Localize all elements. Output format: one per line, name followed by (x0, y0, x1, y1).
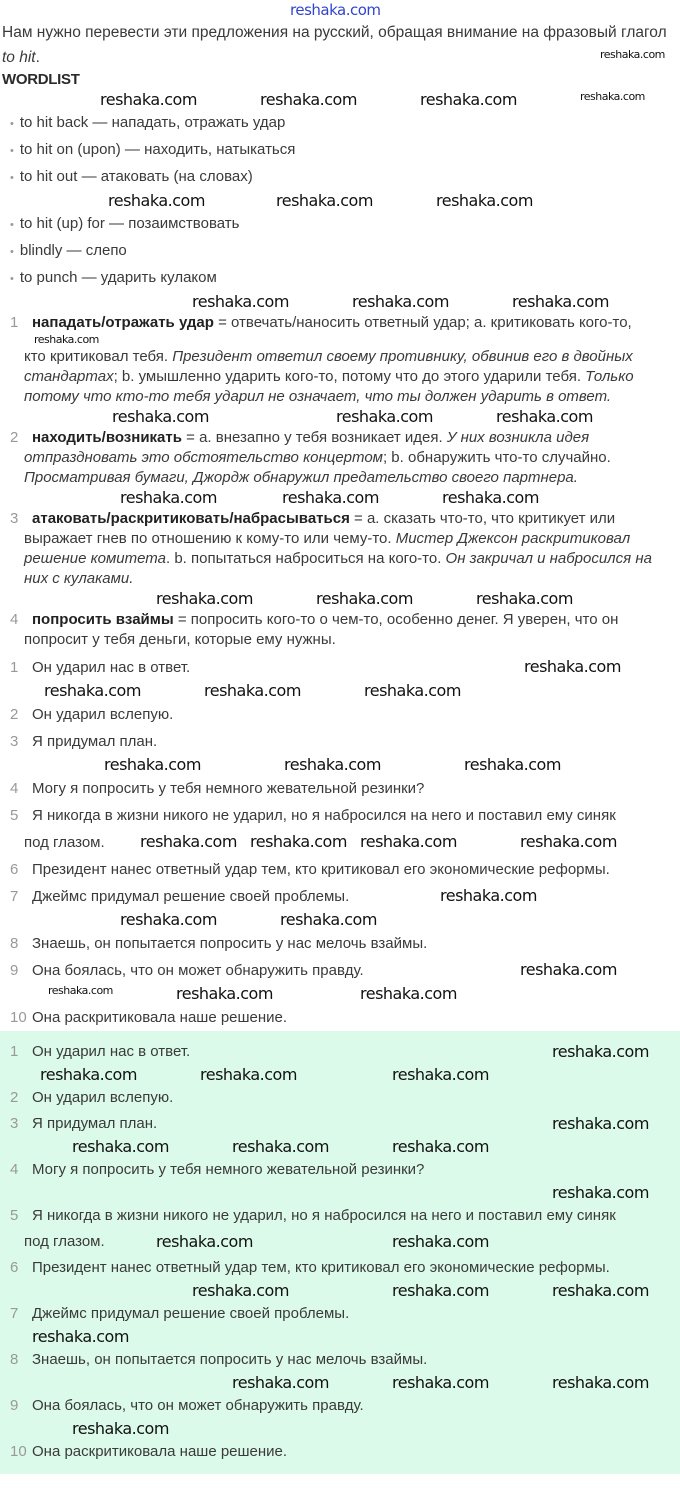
definition-text: кто критиковал тебя. (24, 348, 173, 365)
definition-text: попросит у тебя деньги, которые ему нужны. (24, 631, 336, 648)
sentence-text: Знаешь, он попытается попросить у нас мелочь взаймы. (32, 935, 428, 952)
watermark: reshaka.com (100, 90, 197, 109)
wordlist-item (10, 238, 680, 265)
sentence-text: Он ударил вслепую. (32, 1089, 174, 1106)
watermark-row (0, 1419, 680, 1439)
task-sentence (0, 930, 680, 957)
watermark: reshaka.com (392, 1281, 489, 1300)
watermark-row (0, 407, 680, 427)
bullet-icon: • (10, 246, 14, 258)
sentence-text: Президент нанес ответный удар тем, кто критиковал его экономические реформы. (32, 1259, 610, 1276)
item-number: 3 (10, 510, 19, 527)
watermark: reshaka.com (140, 832, 237, 851)
task-sentence (0, 654, 680, 681)
watermark: reshaka.com (580, 90, 645, 103)
item-number: 5 (10, 1207, 19, 1224)
intro-end: . (35, 49, 40, 66)
watermark: reshaka.com (280, 910, 377, 929)
answer-sentence (0, 1157, 680, 1183)
answer-sentence (0, 1439, 680, 1465)
watermark: reshaka.com (192, 1281, 289, 1300)
watermark: reshaka.com (112, 407, 209, 426)
watermark: reshaka.com (360, 984, 457, 1003)
definition-first-line (10, 609, 676, 630)
sentence-text: под глазом. (24, 1233, 105, 1250)
definition-text: = a. внезапно у тебя возникает идея. (181, 429, 447, 446)
task-section (0, 650, 680, 1031)
definition-item (0, 427, 676, 488)
watermark: reshaka.com (120, 488, 217, 507)
item-number: 2 (10, 706, 19, 723)
watermark: reshaka.com (360, 832, 457, 851)
item-number: 8 (10, 1351, 19, 1368)
definition-term: нападать/отражать удар (32, 314, 214, 331)
definition-item (0, 508, 676, 589)
item-number: 1 (10, 1043, 19, 1060)
task-sentence (0, 775, 680, 802)
answer-sentence (0, 1393, 680, 1419)
watermark: reshaka.com (552, 1183, 649, 1202)
intro-body: Нам нужно перевести эти предложения на русский, обращая внимание на фразовый глагол (2, 24, 667, 41)
definition-example: Мистер Джексон раскритиковал решение комитета (24, 530, 631, 567)
sentence-text: Он ударил вслепую. (32, 706, 174, 723)
definition-text: = попросить кого-то о чем-то, особенно денег. Я уверен, что он (173, 611, 619, 628)
wordlist (0, 110, 680, 191)
task-sentence (0, 957, 680, 984)
watermark: reshaka.com (40, 1065, 137, 1084)
watermark: reshaka.com (104, 755, 201, 774)
item-number: 4 (10, 611, 19, 628)
watermark: reshaka.com (464, 755, 561, 774)
sentence-text: Могу я попросить у тебя немного жевательной резинки? (32, 780, 425, 797)
sentence-text: Он ударил нас в ответ. (32, 659, 191, 676)
watermark: reshaka.com (476, 589, 573, 608)
watermark-row (0, 191, 680, 211)
answer-sentence (0, 1111, 680, 1137)
sentence-continuation (10, 1229, 680, 1255)
watermark: reshaka.com (600, 48, 665, 61)
answer-sentence (0, 1347, 680, 1373)
watermark: reshaka.com (392, 1232, 489, 1251)
item-number: 10 (10, 1443, 27, 1460)
watermark: reshaka.com (48, 984, 113, 997)
watermark: reshaka.com (284, 755, 381, 774)
watermark: reshaka.com (392, 1065, 489, 1084)
watermark: reshaka.com (192, 292, 289, 311)
definition-text: выражает гнев по отношению к кому-то или чему-то. (24, 530, 396, 547)
answer-sentence (0, 1085, 680, 1111)
watermark-row (10, 333, 676, 347)
watermark: reshaka.com (392, 1137, 489, 1156)
intro-verb: to hit (2, 49, 36, 66)
sentence-text: Я придумал план. (32, 1115, 158, 1132)
watermark: reshaka.com (336, 407, 433, 426)
wordlist-title: WORDLIST (2, 71, 80, 88)
definition-first-line (10, 508, 676, 529)
definition-first-line (10, 312, 676, 333)
watermark: reshaka.com (32, 1327, 129, 1346)
definition-term: попросить взаймы (32, 611, 174, 628)
watermark: reshaka.com (120, 910, 217, 929)
watermark: reshaka.com (436, 191, 533, 210)
item-number: 8 (10, 935, 19, 952)
wordlist-text: to hit back — нападать, отражать удар (19, 114, 286, 131)
bullet-icon: • (10, 118, 14, 130)
watermark: reshaka.com (250, 832, 347, 851)
watermark: reshaka.com (282, 488, 379, 507)
wordlist-text: to hit out — атаковать (на словах) (19, 168, 253, 185)
sentence-text: Она боялась, что он может обнаружить правду. (32, 962, 364, 979)
item-number: 9 (10, 1397, 19, 1414)
definition-example: отпраздновать это обстоятельство концертом (24, 449, 383, 466)
item-number: 6 (10, 1259, 19, 1276)
watermark: reshaka.com (276, 191, 373, 210)
wordlist-item (10, 265, 680, 292)
watermark: reshaka.com (156, 589, 253, 608)
watermark-row (0, 1327, 680, 1347)
sentence-text: Знаешь, он попытается попросить у нас мелочь взаймы. (32, 1351, 428, 1368)
definition-term: находить/возникать (32, 429, 182, 446)
sentence-text: Она боялась, что он может обнаружить правду. (32, 1397, 364, 1414)
watermark: reshaka.com (420, 90, 517, 109)
wordlist-item (10, 211, 680, 238)
definition-term: атаковать/раскритиковать/набрасываться (32, 510, 350, 527)
watermark: reshaka.com (232, 1137, 329, 1156)
bullet-icon: • (10, 172, 14, 184)
task-sentence (0, 701, 680, 728)
watermark: reshaka.com (524, 657, 621, 676)
definition-example: Он закричал и набросился на них с кулаками. (24, 550, 652, 587)
definition-example: Только потому что кто-то тебя ударил не означает, что ты должен ударить в ответ. (24, 368, 634, 405)
watermark-row (0, 488, 680, 508)
watermark: reshaka.com (352, 292, 449, 311)
item-number: 5 (10, 807, 19, 824)
sentence-text: под глазом. (24, 834, 105, 851)
watermark-row (0, 0, 680, 20)
watermark: reshaka.com (552, 1373, 649, 1392)
definition-example: У них возникла идея (446, 429, 590, 446)
item-number: 10 (10, 1009, 27, 1026)
watermark-row (0, 1183, 680, 1203)
watermark: reshaka.com (72, 1137, 169, 1156)
answer-sentence (0, 1301, 680, 1327)
sentence-continuation (10, 829, 680, 856)
bullet-icon: • (10, 145, 14, 157)
bullet-icon: • (10, 219, 14, 231)
watermark: reshaka.com (44, 681, 141, 700)
sentence-text: Джеймс придумал решение своей проблемы. (32, 1305, 350, 1322)
watermark: reshaka.com (176, 984, 273, 1003)
sentence-text: Он ударил нас в ответ. (32, 1043, 191, 1060)
answer-section (0, 1031, 680, 1474)
definition-item (0, 609, 676, 650)
item-number: 2 (10, 1089, 19, 1106)
watermark: reshaka.com (34, 333, 99, 346)
wordlist-text: to punch — ударить кулаком (19, 269, 217, 286)
watermark: reshaka.com (520, 832, 617, 851)
item-number: 3 (10, 1115, 19, 1132)
watermark: reshaka.com (200, 1065, 297, 1084)
watermark-row (0, 292, 680, 312)
definition-rest (10, 529, 676, 589)
item-number: 9 (10, 962, 19, 979)
definition-rest (10, 347, 676, 407)
watermark: reshaka.com (364, 681, 461, 700)
definition-example: Просматривая бумаги, Джордж обнаружил предательство своего партнера. (24, 469, 578, 486)
watermark: reshaka.com (442, 488, 539, 507)
wordlist-item (10, 110, 680, 137)
item-number: 1 (10, 314, 19, 331)
wordlist-item (10, 137, 680, 164)
watermark: reshaka.com (520, 960, 617, 979)
sentence-text: Я никогда в жизни никого не ударил, но я набросился на него и поставил ему синяк (32, 807, 616, 824)
definition-example: Президент ответил своему противнику, обвинив его в двойных стандартах (24, 348, 633, 385)
watermark: reshaka.com (552, 1114, 649, 1133)
definition-item (0, 312, 676, 407)
watermark: reshaka.com (156, 1232, 253, 1251)
watermark: reshaka.com (552, 1281, 649, 1300)
definition-text: = отвечать/наносить ответный удар; a. критиковать кого-то, (213, 314, 632, 331)
watermark-row (0, 984, 680, 1004)
task-sentence (0, 728, 680, 755)
definition-text: ; b. обнаружить что-то случайно. (382, 449, 611, 466)
watermark: reshaka.com (440, 886, 537, 905)
task-sentence (0, 883, 680, 910)
sentence-text: Джеймс придумал решение своей проблемы. (32, 888, 350, 905)
intro-text (0, 20, 678, 70)
item-number: 4 (10, 780, 19, 797)
item-number: 6 (10, 861, 19, 878)
wordlist-text: to hit (up) for — позаимствовать (19, 215, 240, 232)
wordlist-item (10, 164, 680, 191)
answer-sentence (0, 1039, 680, 1065)
sentence-text: Она раскритиковала наше решение. (32, 1443, 288, 1460)
watermark-row (0, 589, 680, 609)
watermark: reshaka.com (316, 589, 413, 608)
task-sentence (0, 1004, 680, 1031)
watermark-row (0, 1281, 680, 1301)
definition-text: = a. сказать что-то, что критикует или (349, 510, 616, 527)
bullet-icon: • (10, 273, 14, 285)
wordlist-text: blindly — слепо (19, 242, 127, 259)
answer-sentence (0, 1255, 680, 1281)
watermark-row (0, 755, 680, 775)
watermark-row (0, 90, 680, 110)
sentence-text: Я никогда в жизни никого не ударил, но я набросился на него и поставил ему синяк (32, 1207, 616, 1224)
item-number: 7 (10, 888, 19, 905)
sentence-text: Могу я попросить у тебя немного жевательной резинки? (32, 1161, 425, 1178)
sentence-text: Она раскритиковала наше решение. (32, 1009, 288, 1026)
watermark-row (0, 1137, 680, 1157)
item-number: 2 (10, 429, 19, 446)
watermark-row (0, 910, 680, 930)
watermark: reshaka.com (290, 1, 381, 19)
definition-rest (10, 448, 676, 488)
watermark: reshaka.com (204, 681, 301, 700)
watermark: reshaka.com (72, 1419, 169, 1438)
definition-text: ; b. умышленно ударить кого-то, потому что до этого ударили тебя. (113, 368, 586, 385)
item-number: 1 (10, 659, 19, 676)
definition-rest (10, 630, 676, 650)
sentence-text: Президент нанес ответный удар тем, кто критиковал его экономические реформы. (32, 861, 610, 878)
watermark-row (0, 681, 680, 701)
wordlist (0, 211, 680, 292)
item-number: 4 (10, 1161, 19, 1178)
task-sentence (0, 856, 680, 883)
definition-text: . b. попытаться наброситься на кого-то. (165, 550, 446, 567)
definition-first-line (10, 427, 676, 448)
watermark: reshaka.com (392, 1373, 489, 1392)
watermark: reshaka.com (496, 407, 593, 426)
sentence-text: Я придумал план. (32, 733, 158, 750)
item-number: 3 (10, 733, 19, 750)
answer-sentence (0, 1203, 680, 1255)
watermark: reshaka.com (512, 292, 609, 311)
item-number: 7 (10, 1305, 19, 1322)
watermark: reshaka.com (552, 1042, 649, 1061)
watermark: reshaka.com (108, 191, 205, 210)
watermark: reshaka.com (260, 90, 357, 109)
watermark-row (0, 1065, 680, 1085)
watermark-row (0, 1373, 680, 1393)
watermark: reshaka.com (232, 1373, 329, 1392)
task-sentence (0, 802, 680, 856)
wordlist-text: to hit on (upon) — находить, натыкаться (19, 141, 296, 158)
